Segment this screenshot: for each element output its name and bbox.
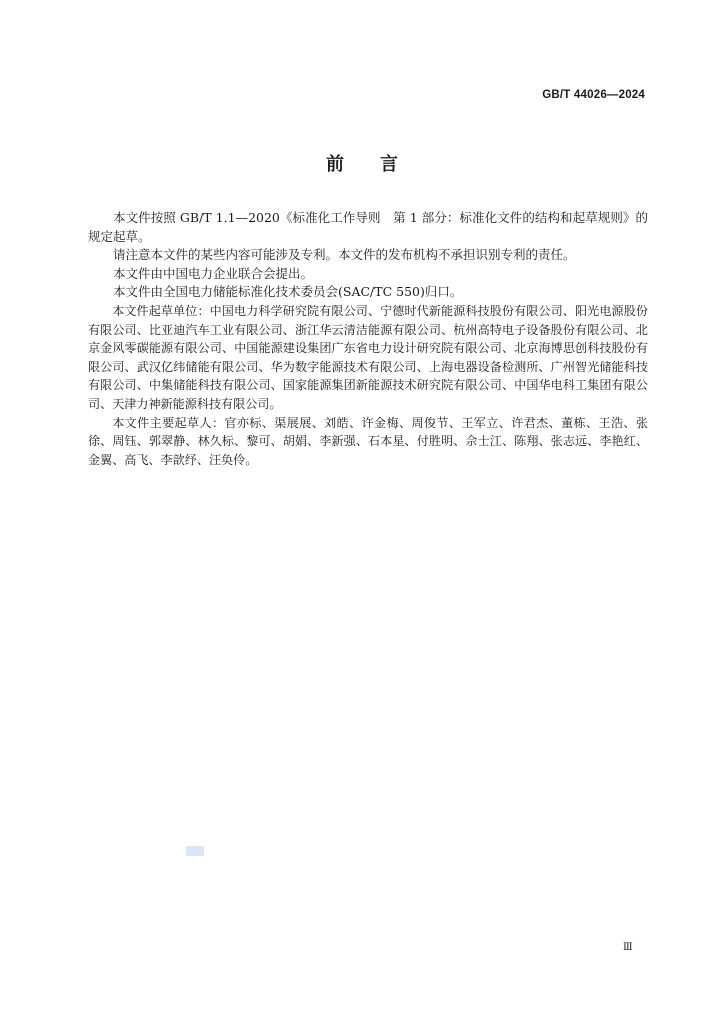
paragraph-committee: 本文件由全国电力储能标准化技术委员会(SAC/TC 550)归口。 bbox=[113, 284, 463, 300]
paragraph-drafters: 本文件主要起草人：官亦标、渠展展、刘皓、许金梅、周俊节、王军立、许君杰、董栋、王浩、张徐、周钰、郭翠静、林久标、黎可、胡娟、李新强、石本星、付胜明、佘士江、陈翔、张志远、李艳红、金翼、高飞、李歆纾、汪奂伶。 bbox=[88, 415, 648, 467]
page-number: Ⅲ bbox=[623, 942, 633, 953]
preface-body bbox=[88, 209, 648, 469]
watermark-stamp bbox=[186, 846, 204, 856]
standard-code: GB/T 44026—2024 bbox=[542, 89, 645, 101]
paragraph-drafting-units: 本文件起草单位：中国电力科学研究院有限公司、宁德时代新能源科技股份有限公司、阳光电源股份有限公司、比亚迪汽车工业有限公司、浙江华云清洁能源有限公司、杭州高特电子设备股份有限公司、北京金风零碳能源有限公司、中国能源建设集团广东省电力设计研究院有限公司、北京海博思创科技股份有限公司、武汉亿纬储能有限公司、华为数字能源技术有限公司、上海电器设备检测所、广州智光储能科技有限公司、中集储能科技有限公司、国家能源集团新能源技术研究院有限公司、中国华电科工集团有限公司、天津力神新能源科技有限公司。 bbox=[88, 303, 648, 411]
page-title: 前言 bbox=[326, 154, 434, 175]
paragraph-proposer: 本文件由中国电力企业联合会提出。 bbox=[113, 265, 314, 281]
paragraph-drafting-rule: 本文件按照 GB/T 1.1—2020《标准化工作导则 第 1 部分：标准化文件的结构和起草规则》的规定起草。 bbox=[88, 210, 648, 244]
paragraph-patent-notice: 请注意本文件的某些内容可能涉及专利。本文件的发布机构不承担识别专利的责任。 bbox=[113, 247, 576, 263]
